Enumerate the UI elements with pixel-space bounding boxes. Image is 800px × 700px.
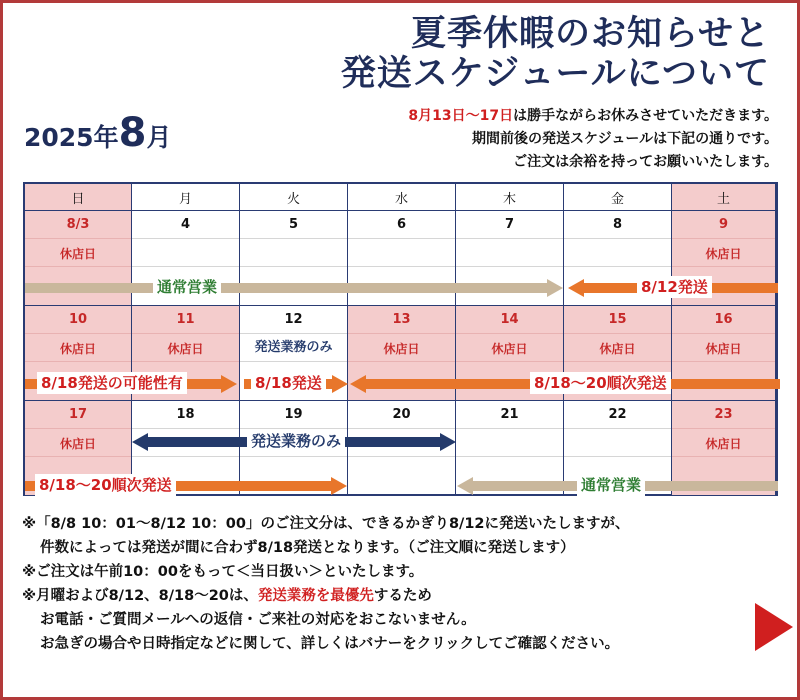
ship-0812-arrow-label: 8/12発送: [637, 276, 712, 298]
cell-divider: [456, 361, 563, 362]
closed-day-label: 休店日: [491, 342, 528, 356]
cell-divider: [132, 238, 239, 239]
sequential-ship-arrow-w2-label: 8/18～20順次発送: [530, 372, 671, 394]
day-number: 4: [180, 217, 191, 232]
note-cutoff: ※ご注文は午前10：00をもって＜当日扱い＞といたします。: [22, 564, 424, 580]
note-line: [22, 512, 630, 536]
page-title-line1: 夏季休暇のお知らせと: [411, 14, 770, 54]
cell-divider: [564, 333, 671, 334]
cell-divider: [348, 361, 455, 362]
note-no-support: お電話・ご質問メールへの返信・ご来社の対応をおこないません。: [40, 612, 476, 628]
cell-divider: [132, 456, 239, 457]
day-number: 15: [608, 312, 627, 327]
cell-divider: [456, 428, 563, 429]
weekday-header: 木: [456, 184, 564, 211]
shipping-only-arrow-label: 発送業務のみ: [247, 430, 345, 452]
cell-divider: [672, 238, 775, 239]
note-line: [22, 584, 630, 608]
closed-day-label: 休店日: [599, 342, 636, 356]
day-number: 21: [500, 407, 519, 422]
cell-divider: [348, 333, 455, 334]
cell-divider: [240, 238, 347, 239]
cell-divider: [240, 361, 347, 362]
notice-line1: [408, 105, 778, 125]
note-priority-a: ※月曜および8/12、8/18～20は、: [22, 588, 258, 604]
day-number: 23: [714, 407, 733, 422]
day-number: 20: [392, 407, 411, 422]
cell-divider: [25, 428, 131, 429]
cell-divider: [132, 428, 239, 429]
cell-divider: [25, 333, 131, 334]
cell-divider: [564, 361, 671, 362]
closed-day-label: 休店日: [59, 342, 96, 356]
weekday-header: 日: [25, 184, 132, 211]
note-priority-b: するため: [373, 588, 432, 604]
cell-divider: [240, 333, 347, 334]
day-number: 22: [608, 407, 627, 422]
normal-business-arrow: [25, 279, 563, 297]
day-number: 8: [612, 217, 623, 232]
normal-business-arrow-w3-label: 通常営業: [577, 474, 645, 496]
page-title-line2: 発送スケジュールについて: [340, 54, 770, 94]
day-number: 10: [68, 312, 88, 327]
cell-divider: [348, 456, 455, 457]
day-number: 8/3: [66, 217, 90, 232]
notice-line3: ご注文は余裕を持ってお願いいたします。: [513, 154, 778, 170]
day-number: 19: [284, 407, 303, 422]
cell-divider: [132, 333, 239, 334]
cell-divider: [240, 428, 347, 429]
closed-day-label: 休店日: [59, 247, 96, 261]
notice-line1-text: は勝手ながらお休みさせていただきます。: [513, 108, 778, 124]
closed-day-label: 休店日: [705, 342, 742, 356]
note-line: [22, 608, 630, 632]
sequential-ship-arrow-w3-label: 8/18～20順次発送: [35, 474, 176, 496]
cell-divider: [456, 333, 563, 334]
cell-divider: [672, 333, 775, 334]
day-number: 11: [176, 312, 195, 327]
closed-day-label: 休店日: [383, 342, 420, 356]
note-priority-red: 発送業務を最優先: [257, 588, 374, 604]
day-number: 12: [284, 312, 303, 327]
year-text: 2025年: [24, 123, 119, 152]
next-arrow-icon[interactable]: [755, 603, 793, 651]
day-number: 17: [68, 407, 88, 422]
cell-divider: [456, 238, 563, 239]
normal-business-arrow-label: 通常営業: [153, 276, 221, 298]
note-line: [22, 560, 630, 584]
note-line: [22, 632, 630, 656]
cell-divider: [240, 266, 347, 267]
cell-divider: [240, 456, 347, 457]
month-number: 8: [118, 110, 147, 156]
cell-divider: [132, 266, 239, 267]
shipping-only-label: 発送業務のみ: [254, 340, 333, 355]
cell-divider: [25, 361, 131, 362]
weekday-header: 月: [132, 184, 240, 211]
normal-business-arrow-shape: [25, 279, 563, 297]
cell-divider: [672, 361, 775, 362]
cell-divider: [564, 238, 671, 239]
cell-divider: [25, 456, 131, 457]
cell-divider: [564, 266, 671, 267]
day-number: 18: [176, 407, 195, 422]
weekday-header: 火: [240, 184, 348, 211]
closed-day-label: 休店日: [705, 437, 742, 451]
holiday-period: 8月13日～17日: [408, 108, 514, 124]
cell-divider: [25, 266, 131, 267]
cell-divider: [348, 428, 455, 429]
day-number: 6: [396, 217, 407, 232]
notes-section: [22, 512, 630, 656]
cell-divider: [348, 266, 455, 267]
day-number: 16: [714, 312, 733, 327]
normal-business-arrow-path: [25, 279, 563, 297]
cell-divider: [25, 238, 131, 239]
possible-0818-arrow-label: 8/18発送の可能性有: [37, 372, 187, 394]
day-number: 7: [504, 217, 515, 232]
cell-divider: [456, 456, 563, 457]
year-month-label: [24, 110, 171, 156]
note-order-window: ※「8/8 10：01～8/12 10：00」のご注文分は、できるかぎり8/12に発送いたしますが、: [22, 516, 630, 532]
cell-divider: [132, 361, 239, 362]
note-order-window-cont: 件数によっては発送が間に合わず8/18発送となります。（ご注文順に発送します）: [40, 540, 575, 556]
note-line: [22, 536, 630, 560]
closed-day-label: 休店日: [59, 437, 96, 451]
cell-divider: [672, 456, 775, 457]
closed-day-label: 休店日: [705, 247, 742, 261]
note-click-banner: お急ぎの場合や日時指定などに関して、詳しくはバナーをクリックしてご確認ください。: [40, 636, 620, 652]
weekday-header: 土: [672, 184, 776, 211]
cell-divider: [564, 456, 671, 457]
shipping-calendar: [23, 182, 778, 496]
day-number: 13: [392, 312, 411, 327]
cell-divider: [564, 428, 671, 429]
closed-day-label: 休店日: [167, 342, 204, 356]
day-number: 14: [500, 312, 519, 327]
notice-line2: 期間前後の発送スケジュールは下記の通りです。: [471, 131, 778, 147]
day-number: 5: [288, 217, 299, 232]
cell-divider: [348, 238, 455, 239]
day-number: 9: [718, 217, 729, 232]
cell-divider: [672, 266, 775, 267]
month-unit: 月: [146, 123, 172, 152]
weekday-header: 水: [348, 184, 456, 211]
weekday-header: 金: [564, 184, 672, 211]
cell-divider: [672, 428, 775, 429]
ship-0818-arrow-label: 8/18発送: [251, 372, 326, 394]
cell-divider: [456, 266, 563, 267]
